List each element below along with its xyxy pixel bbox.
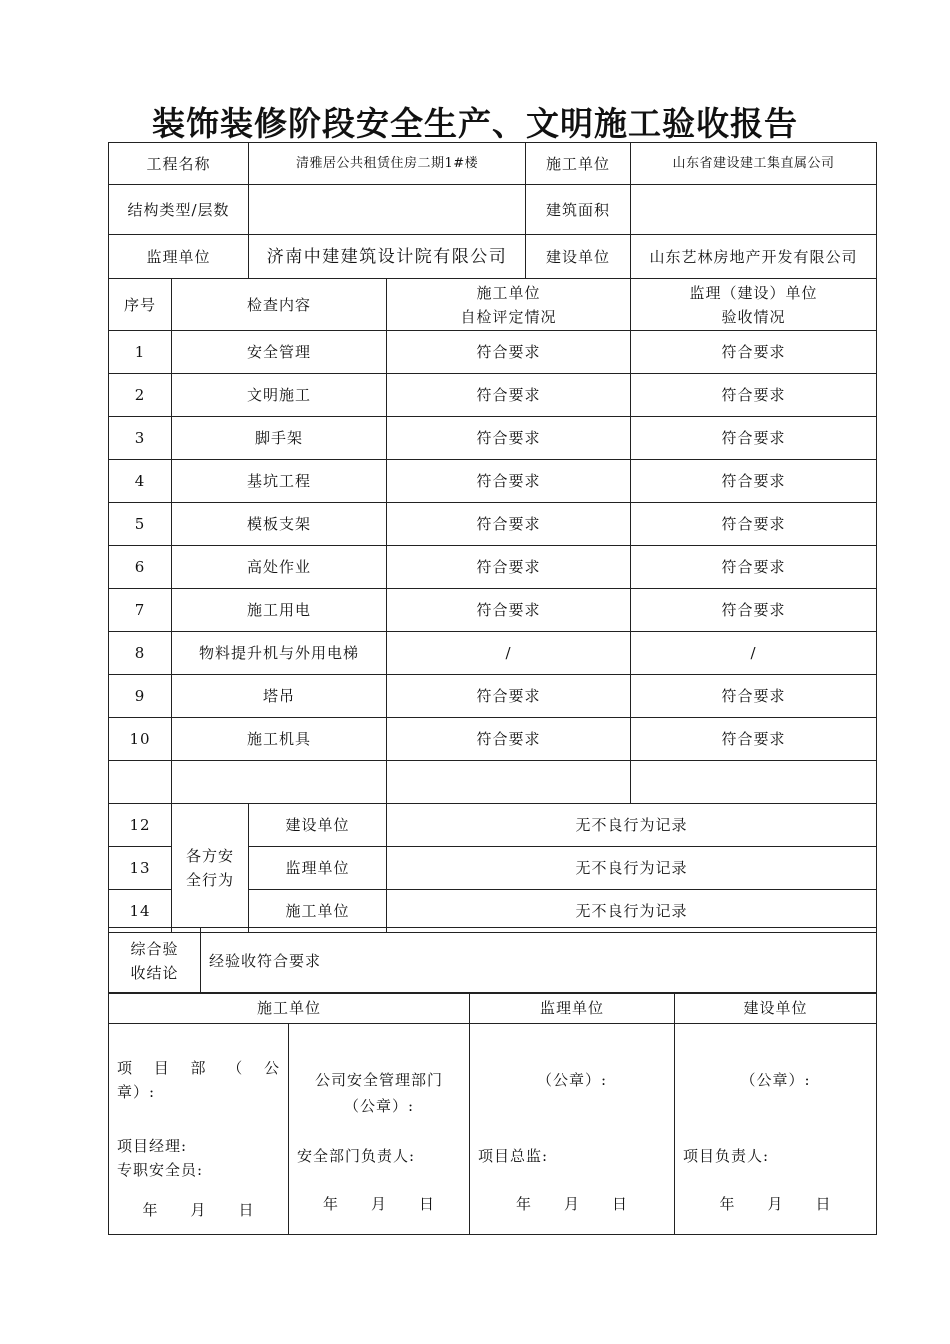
check-accept: 符合要求 [631,374,877,417]
check-no: 3 [109,417,172,460]
check-row [109,589,877,632]
check-self: 符合要求 [387,331,631,374]
project-dept-sign-cell [109,1024,289,1235]
check-item: 高处作业 [172,546,387,589]
check-item: 物料提升机与外用电梯 [172,632,387,675]
acceptance-table [108,142,877,933]
check-accept: 符合要求 [631,503,877,546]
check-row [109,503,877,546]
check-accept: 符合要求 [631,589,877,632]
owner-sign-cell [675,1024,877,1235]
construction-unit-value: 山东省建设建工集直属公司 [631,143,877,185]
behavior-no: 13 [109,847,172,890]
behavior-record: 无不良行为记录 [387,847,877,890]
check-row [109,460,877,503]
check-row [109,417,877,460]
behavior-no: 12 [109,804,172,847]
check-self [387,761,631,804]
check-no: 2 [109,374,172,417]
check-item [172,761,387,804]
check-item: 文明施工 [172,374,387,417]
self-check-header-line2: 自检评定情况 [460,307,557,326]
date-label: 年 月 日 [142,1201,255,1219]
area-value [631,185,877,235]
check-self: 符合要求 [387,718,631,761]
behavior-group-label [172,804,249,933]
date-label: 年 月 日 [719,1195,832,1213]
check-row [109,632,877,675]
check-self: 符合要求 [387,589,631,632]
behavior-party: 监理单位 [249,847,387,890]
date-label: 年 月 日 [516,1195,629,1213]
acceptance-header-line1: 监理（建设）单位 [689,283,818,302]
check-row [109,546,877,589]
construction-unit-label: 施工单位 [526,143,631,185]
col-no-header: 序号 [109,279,172,331]
check-no: 1 [109,331,172,374]
acceptance-header-line2: 验收情况 [721,307,786,326]
chief-supervisor-label: 项目总监: [478,1147,549,1165]
check-accept: 符合要求 [631,675,877,718]
check-no: 7 [109,589,172,632]
check-no [109,761,172,804]
check-accept: / [631,632,877,675]
check-row [109,675,877,718]
signature-table [108,992,877,1235]
check-item: 基坑工程 [172,460,387,503]
check-self: 符合要求 [387,546,631,589]
check-row [109,718,877,761]
supervision-value: 济南中建建筑设计院有限公司 [249,235,526,279]
conclusion-label-line1: 综合验 [130,939,179,958]
company-safety-seal-label: （公章）: [343,1097,415,1115]
check-row [109,374,877,417]
conclusion-label-line2: 收结论 [130,963,179,982]
project-name-label: 工程名称 [109,143,249,185]
check-item: 施工用电 [172,589,387,632]
owner-seal-label: （公章）: [740,1071,811,1089]
col-content-header: 检查内容 [172,279,387,331]
safety-head-label: 安全部门负责人: [297,1147,416,1165]
project-manager-label: 项目经理: [117,1137,188,1155]
behavior-party: 建设单位 [249,804,387,847]
check-no: 4 [109,460,172,503]
check-accept [631,761,877,804]
safety-officer-label: 专职安全员: [117,1161,204,1179]
project-name-value: 清雅居公共租赁住房二期1#楼 [249,143,526,185]
check-item: 塔吊 [172,675,387,718]
supervision-sign-cell [470,1024,675,1235]
behavior-record: 无不良行为记录 [387,804,877,847]
project-dept-seal-line1: 项 目 部 （ 公 [117,1059,280,1077]
check-accept: 符合要求 [631,460,877,503]
behavior-record: 无不良行为记录 [387,890,877,933]
check-accept: 符合要求 [631,546,877,589]
behavior-group-line1: 各方安 [186,847,235,865]
check-no: 8 [109,632,172,675]
company-safety-sign-cell [289,1024,470,1235]
check-item: 施工机具 [172,718,387,761]
check-self: 符合要求 [387,675,631,718]
behavior-party: 施工单位 [249,890,387,933]
supervision-sign-header: 监理单位 [470,993,675,1024]
check-accept: 符合要求 [631,718,877,761]
structure-label: 结构类型/层数 [109,185,249,235]
conclusion-label [109,928,201,994]
check-accept: 符合要求 [631,331,877,374]
report-title: 装饰装修阶段安全生产、文明施工验收报告 [152,104,798,143]
col-self-check-header [387,279,631,331]
check-row [109,331,877,374]
check-row [109,761,877,804]
check-self: 符合要求 [387,460,631,503]
project-head-label: 项目负责人: [683,1147,770,1165]
check-no: 10 [109,718,172,761]
company-safety-dept-label: 公司安全管理部门 [315,1071,444,1089]
check-no: 5 [109,503,172,546]
structure-value [249,185,526,235]
check-self: / [387,632,631,675]
owner-value: 山东艺林房地产开发有限公司 [631,235,877,279]
date-label: 年 月 日 [323,1195,436,1213]
col-acceptance-header [631,279,877,331]
self-check-header-line1: 施工单位 [476,283,541,302]
owner-sign-header: 建设单位 [675,993,877,1024]
project-dept-seal-line2: 章）: [117,1083,156,1101]
check-self: 符合要求 [387,503,631,546]
check-no: 6 [109,546,172,589]
check-rows [109,331,877,804]
supervision-seal-label: （公章）: [536,1071,608,1089]
conclusion-table [108,927,877,994]
behavior-group-line2: 全行为 [186,871,235,889]
supervision-label: 监理单位 [109,235,249,279]
conclusion-value: 经验收符合要求 [201,928,877,994]
check-no: 9 [109,675,172,718]
behavior-no: 14 [109,890,172,933]
check-accept: 符合要求 [631,417,877,460]
check-self: 符合要求 [387,374,631,417]
area-label: 建筑面积 [526,185,631,235]
check-item: 脚手架 [172,417,387,460]
construction-sign-header: 施工单位 [109,993,470,1024]
check-item: 模板支架 [172,503,387,546]
check-item: 安全管理 [172,331,387,374]
owner-label: 建设单位 [526,235,631,279]
check-self: 符合要求 [387,417,631,460]
